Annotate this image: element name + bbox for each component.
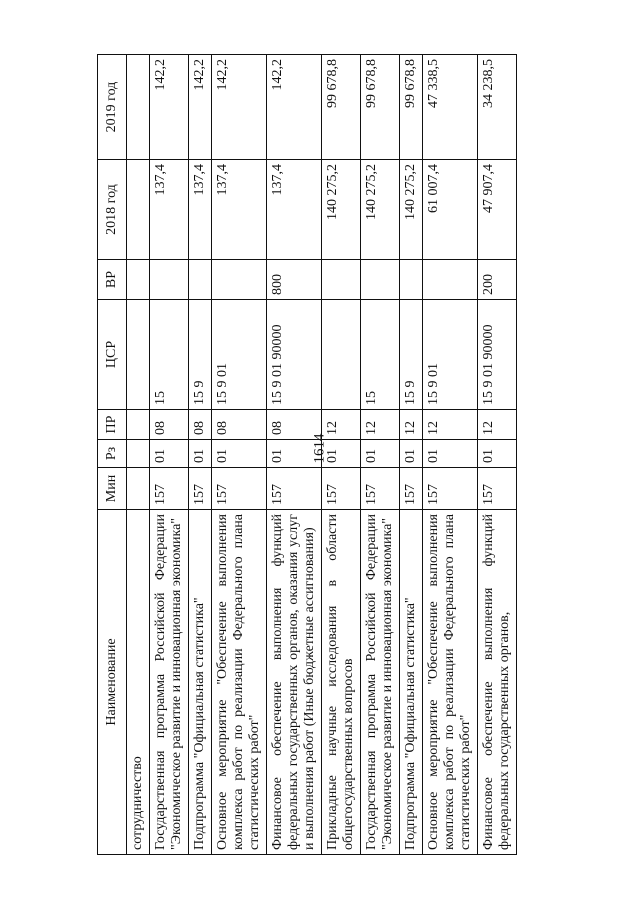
table-row [322, 55, 361, 855]
header-csr: ЦСР [98, 300, 127, 410]
header-2019: 2019 год [98, 55, 127, 160]
row-csr [322, 300, 361, 410]
row-2019: 142,2 [212, 55, 267, 160]
row-rz: 01 [322, 440, 361, 468]
header-2018: 2018 год [98, 160, 127, 260]
row-2018: 137,4 [267, 160, 322, 260]
row-rz [127, 440, 150, 468]
row-csr: 15 9 [400, 300, 423, 410]
row-vr [150, 260, 189, 300]
row-min [127, 468, 150, 510]
budget-table [97, 54, 517, 855]
row-pr: 08 [212, 410, 267, 440]
row-2018: 140 275,2 [322, 160, 361, 260]
row-2019: 34 238,5 [478, 55, 517, 160]
row-2018: 137,4 [189, 160, 212, 260]
header-pr: ПР [98, 410, 127, 440]
row-name: Основное мероприятие "Обеспечение выполнения комплекса работ по реализации Федерального плана статистических работ" [423, 510, 478, 855]
row-min: 157 [361, 468, 400, 510]
table-row [423, 55, 478, 855]
row-rz: 01 [212, 440, 267, 468]
row-2019: 47 338,5 [423, 55, 478, 160]
row-name: Государственная программа Российской Федерации "Экономическое развитие и инновационная экономика" [150, 510, 189, 855]
row-pr: 12 [478, 410, 517, 440]
row-rz: 01 [361, 440, 400, 468]
row-min: 157 [150, 468, 189, 510]
row-csr: 15 9 01 90000 [267, 300, 322, 410]
row-pr: 12 [322, 410, 361, 440]
row-name: Подпрограмма "Официальная статистика" [400, 510, 423, 855]
row-rz: 01 [423, 440, 478, 468]
row-csr: 15 9 [189, 300, 212, 410]
row-csr [127, 300, 150, 410]
header-name: Наименование [98, 510, 127, 855]
row-2019: 99 678,8 [361, 55, 400, 160]
table-row [189, 55, 212, 855]
row-vr [212, 260, 267, 300]
row-name: Финансовое обеспечение выполнения функций федеральных государственных органов, [478, 510, 517, 855]
header-rz: Рз [98, 440, 127, 468]
row-name: Государственная программа Российской Федерации "Экономическое развитие и инновационная экономика" [361, 510, 400, 855]
row-vr [127, 260, 150, 300]
row-pr: 08 [189, 410, 212, 440]
row-min: 157 [267, 468, 322, 510]
row-rz: 01 [150, 440, 189, 468]
row-name: Подпрограмма "Официальная статистика" [189, 510, 212, 855]
row-csr: 15 [361, 300, 400, 410]
row-pr: 08 [150, 410, 189, 440]
row-2019: 142,2 [267, 55, 322, 160]
rotated-table-wrapper [97, 55, 612, 855]
row-rz: 01 [400, 440, 423, 468]
row-csr: 15 9 01 [423, 300, 478, 410]
row-name: Финансовое обеспечение выполнения функций федеральных государственных органов, оказания услуг и выполнения работ (Иные бюджетные ассигнования) [267, 510, 322, 855]
row-2018: 137,4 [212, 160, 267, 260]
row-2019: 99 678,8 [400, 55, 423, 160]
row-csr: 15 9 01 90000 [478, 300, 517, 410]
row-vr [361, 260, 400, 300]
row-pr: 12 [423, 410, 478, 440]
row-2019: 142,2 [150, 55, 189, 160]
row-pr: 12 [361, 410, 400, 440]
row-vr [400, 260, 423, 300]
row-rz: 01 [267, 440, 322, 468]
table-row [400, 55, 423, 855]
table-row [361, 55, 400, 855]
row-2018: 140 275,2 [361, 160, 400, 260]
row-csr: 15 9 01 [212, 300, 267, 410]
row-vr: 800 [267, 260, 322, 300]
row-2018: 137,4 [150, 160, 189, 260]
table-row [267, 55, 322, 855]
row-csr: 15 [150, 300, 189, 410]
row-2018 [127, 160, 150, 260]
row-min: 157 [400, 468, 423, 510]
row-2018: 140 275,2 [400, 160, 423, 260]
header-min: Мин [98, 468, 127, 510]
row-pr [127, 410, 150, 440]
table-row [150, 55, 189, 855]
row-name: Прикладные научные исследования в области общегосударственных вопросов [322, 510, 361, 855]
header-vr: ВР [98, 260, 127, 300]
row-rz: 01 [189, 440, 212, 468]
row-min: 157 [189, 468, 212, 510]
table-header-row [98, 55, 127, 855]
row-2019: 99 678,8 [322, 55, 361, 160]
row-vr: 200 [478, 260, 517, 300]
row-vr [322, 260, 361, 300]
row-vr [189, 260, 212, 300]
table-row [127, 55, 150, 855]
row-rz: 01 [478, 440, 517, 468]
row-2019 [127, 55, 150, 160]
row-2018: 47 907,4 [478, 160, 517, 260]
row-2019: 142,2 [189, 55, 212, 160]
row-2018: 61 007,4 [423, 160, 478, 260]
table-row [478, 55, 517, 855]
row-min: 157 [212, 468, 267, 510]
table-row [212, 55, 267, 855]
row-pr: 08 [267, 410, 322, 440]
row-pr: 12 [400, 410, 423, 440]
row-min: 157 [478, 468, 517, 510]
row-name: Основное мероприятие "Обеспечение выполнения комплекса работ по реализации Федерального плана статистических работ" [212, 510, 267, 855]
row-vr [423, 260, 478, 300]
page-number: 1614 [311, 433, 328, 464]
row-name: сотрудничество [127, 510, 150, 855]
row-min: 157 [322, 468, 361, 510]
row-min: 157 [423, 468, 478, 510]
